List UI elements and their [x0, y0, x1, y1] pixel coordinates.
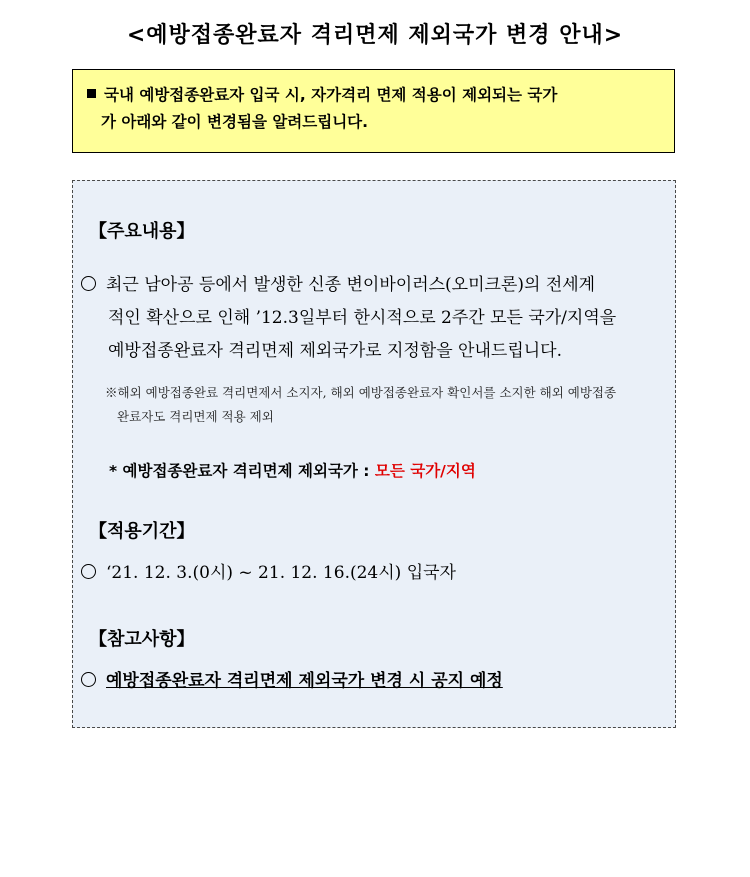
notice-box	[72, 69, 675, 153]
main-content-heading: 【주요내용】	[89, 221, 195, 242]
reference-text: 예방접종완료자 격리면제 제외국가 변경 시 공지 예정	[106, 671, 503, 691]
footnote	[105, 381, 671, 429]
circle-bullet-icon	[81, 564, 96, 579]
page-title: <예방접종완료자 격리면제 제외국가 변경 안내>	[126, 23, 624, 48]
reference-paragraph	[81, 665, 671, 698]
content-panel	[72, 180, 676, 728]
excluded-countries-label: * 예방접종완료자 격리면제 제외국가 :	[109, 462, 375, 480]
reference-heading: 【참고사항】	[89, 629, 195, 650]
period-text: ‘21. 12. 3.(0시) ~ 21. 12. 16.(24시) 입국자	[106, 563, 456, 583]
notice-line-1	[87, 82, 660, 109]
footnote-line-2: 완료자도 격리면제 적용 제외	[117, 409, 274, 424]
square-bullet-icon	[87, 89, 96, 98]
notice-text-1: 국내 예방접종완료자 입국 시, 자가격리 면제 적용이 제외되는 국가	[104, 86, 558, 104]
circle-bullet-icon	[81, 672, 96, 687]
notice-text-2: 가 아래와 같이 변경됨을 알려드립니다.	[101, 113, 369, 131]
paragraph-line-3: 예방접종완료자 격리면제 제외국가로 지정함을 안내드립니다.	[108, 341, 562, 361]
period-heading: 【적용기간】	[89, 521, 195, 542]
main-content-paragraph	[81, 269, 671, 368]
excluded-countries-value: 모든 국가/지역	[374, 462, 476, 480]
circle-bullet-icon	[81, 276, 96, 291]
excluded-countries-line	[109, 459, 476, 481]
period-paragraph	[81, 557, 671, 590]
paragraph-line-2: 적인 확산으로 인해 ’12.3일부터 한시적으로 2주간 모든 국가/지역을	[108, 308, 617, 328]
paragraph-line-1: 최근 남아공 등에서 발생한 신종 변이바이러스(오미크론)의 전세계	[81, 269, 671, 302]
footnote-line-1: ※해외 예방접종완료 격리면제서 소지자, 해외 예방접종완료자 확인서를 소지한 해외 예방접종	[105, 385, 617, 400]
